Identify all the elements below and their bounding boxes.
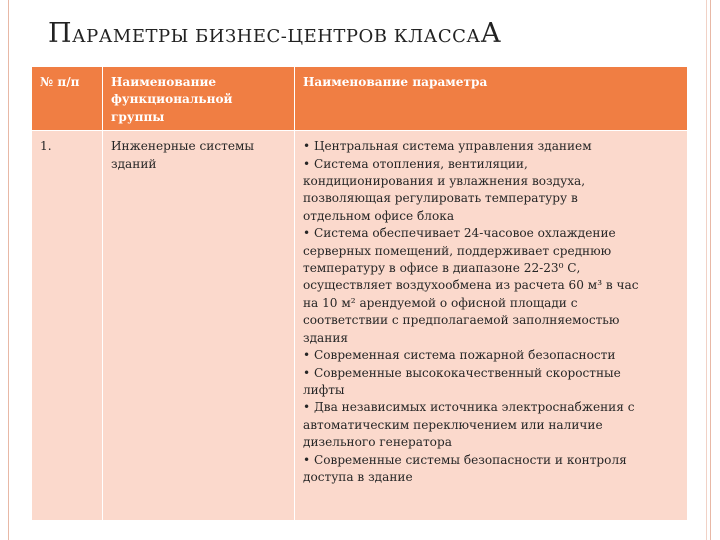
param-line: температуру в офисе в диапазоне 22-23⁰ С,	[303, 261, 581, 276]
param-line: • Современная система пожарной безопасности	[303, 348, 616, 363]
param-line: • Система обеспечивает 24-часовое охлаждение	[303, 226, 616, 241]
header-parameter: Наименование параметра	[295, 67, 688, 131]
param-line: позволяющая регулировать температуру в	[303, 191, 578, 206]
param-line: доступа в здание	[303, 469, 413, 484]
cell-group: Инженерные системы зданий	[103, 131, 295, 521]
param-line: на 10 м² арендуемой о офисной площади с	[303, 295, 578, 310]
param-line: осуществляет воздухообмена из расчета 60 м³ в час	[303, 278, 639, 293]
cell-parameter	[295, 131, 688, 521]
param-line: соответствии с предполагаемой заполняемостью	[303, 313, 620, 328]
title-text: АРАМЕТРЫ БИЗНЕС-ЦЕНТРОВ КЛАССА	[72, 26, 481, 47]
header-number: № п/п	[32, 67, 103, 131]
param-line: • Система отопления, вентиляции,	[303, 156, 528, 171]
param-line: • Центральная система управления зданием	[303, 139, 592, 154]
right-frame-line-outer	[710, 0, 711, 540]
cell-number: 1.	[32, 131, 103, 521]
param-line: кондиционирования и увлажнения воздуха,	[303, 174, 586, 189]
param-line: лифты	[303, 382, 345, 397]
right-frame-line-inner	[706, 0, 707, 540]
header-group: Наименование функциональной группы	[103, 67, 295, 131]
left-frame-line	[8, 0, 9, 540]
param-line: серверных помещений, поддерживает среднюю	[303, 243, 612, 258]
table-header-row	[32, 67, 688, 131]
slide-title	[48, 18, 668, 58]
param-line: здания	[303, 330, 349, 345]
param-line: дизельного генератора	[303, 435, 452, 450]
title-initial-cap: П	[48, 18, 73, 49]
table-row	[32, 131, 688, 521]
title-final-cap: А	[480, 18, 502, 49]
param-line: автоматическим переключением или наличие	[303, 417, 603, 432]
param-line: • Два независимых источника электроснабжения с	[303, 400, 635, 415]
parameters-table	[31, 66, 688, 521]
param-line: • Современные высококачественный скоростные	[303, 365, 621, 380]
param-line: • Современные системы безопасности и контроля	[303, 452, 627, 467]
param-line: отдельном офисе блока	[303, 208, 455, 223]
